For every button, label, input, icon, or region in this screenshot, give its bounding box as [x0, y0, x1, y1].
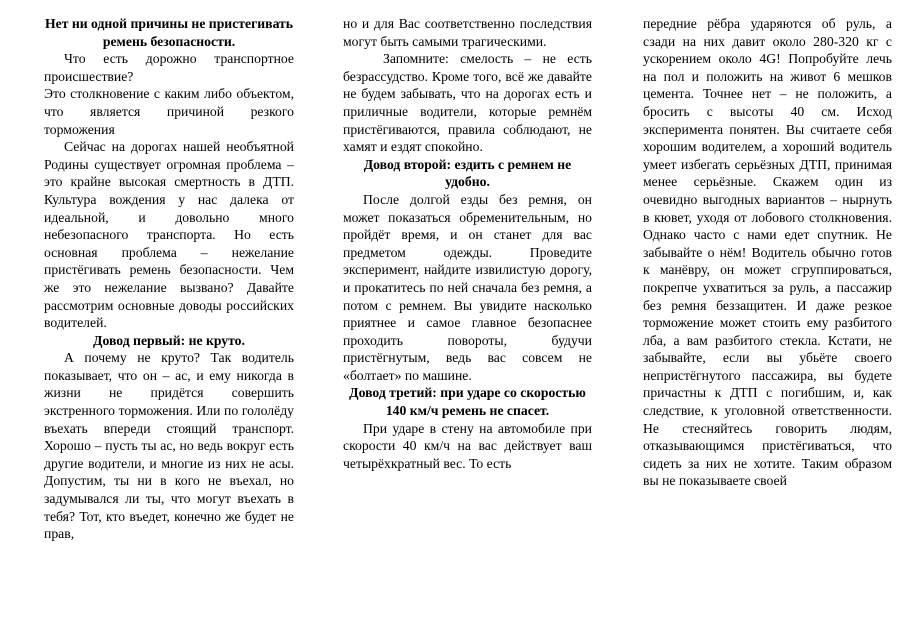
paragraph: При ударе в стену на автомобиле при скорости 40 км/ч на вас действует ваш четырёхкратный вес. То есть	[343, 420, 592, 471]
paragraph: Сейчас на дорогах нашей необъятной Родины существует огромная проблема – это крайне высокая смертность в ДТП. Культура вождения у нас далека от идеальной, и довольно много небезопасного транспорта. Но есть основная проблема – нежелание пристёгивать ремень безопасности. Чем же это нежелание вызвано? Давайте рассмотрим основные доводы российских водителей.	[44, 139, 294, 331]
text-column-1	[44, 15, 294, 543]
section-heading: Довод третий: при ударе со скоростью 140 км/ч ремень не спасет.	[349, 385, 586, 419]
paragraph: но и для Вас соответственно последствия могут быть самыми трагическими.	[343, 16, 592, 49]
paragraph: передние рёбра ударяются об руль, а сзади на них давит около 280-320 кг с ускорением около 4G! Попробуйте лечь на пол и положить на живот 6 мешков цемента. Точнее нет – не положить, а бросить с высоты 40 см. Исход эксперимента понятен. Вы считаете себя хорошим водителем, а хороший водитель умеет избегать серьёзных ДТП, принимая менее серьёзные. Скажем один из очевидно выгодных вариантов – нырнуть в кювет, уходя от лобового столкновения. Однако часто с нами едет спутник. Не забывайте о нём! Водитель обычно готов к манёвру, он может сгруппироваться, покрепче ухватиться за руль, а пассажир без ремня беззащитен. И даже резкое торможение может стоить ему разбитого лба, а вам разбитого стекла. Кстати, не забывайте, если вы убьёте своего непристёгнутого пассажира, вы будете причастны к ДТП с погибшим, и, как следствие, к уголовной ответственности. Не стесняйтесь говорить людям, отказывающимся пристёгиваться, что сидеть за них не хотите. Таким образом вы не показываете своей	[643, 16, 892, 489]
leaflet-title: Нет ни одной причины не пристегивать ремень безопасности.	[44, 16, 294, 49]
paragraph: Запомните: смелость – не есть безрассудство. Кроме того, всё же давайте не будем забывать, что на дорогах есть и приличные водители, которые ремнём пристёгиваются, правила соблюдают, не хамят и ездят спокойно.	[343, 51, 592, 155]
paragraph: А почему не круто? Так водитель показывает, что он – ас, и ему никогда в жизни не придётся совершить экстренного торможения. Или по гололёду въехать впереди стоящий транспорт. Хорошо – пусть ты ас, но ведь вокруг есть другие водители, и многие из них не асы. Допустим, ты ни в кого не въехал, но задумывался ли ты, что могут въехать в тебя? Тот, кто въедет, конечно же будет не прав,	[44, 350, 294, 542]
text-column-2	[343, 15, 592, 472]
paragraph: После долгой езды без ремня, он может показаться обременительным, но пройдёт время, и он станет для вас предметом одежды. Проведите эксперимент, найдите извилистую дорогу, и прокатитесь по ней сначала без ремня, а потом с ремнем. Вы увидите насколько приятнее и самое главное безопаснее проходить повороты, будучи пристёгнутым, ведь вас совсем не «болтает» по машине.	[343, 191, 592, 383]
section-heading: Довод второй: ездить с ремнем не удобно.	[363, 156, 572, 190]
paragraph: Это столкновение с каким либо объектом, что является причиной резкого торможения	[44, 86, 294, 137]
text-column-3	[643, 15, 892, 490]
section-heading: Довод первый: не круто.	[93, 332, 245, 348]
paragraph: Что есть дорожно транспортное происшествие?	[44, 51, 294, 84]
